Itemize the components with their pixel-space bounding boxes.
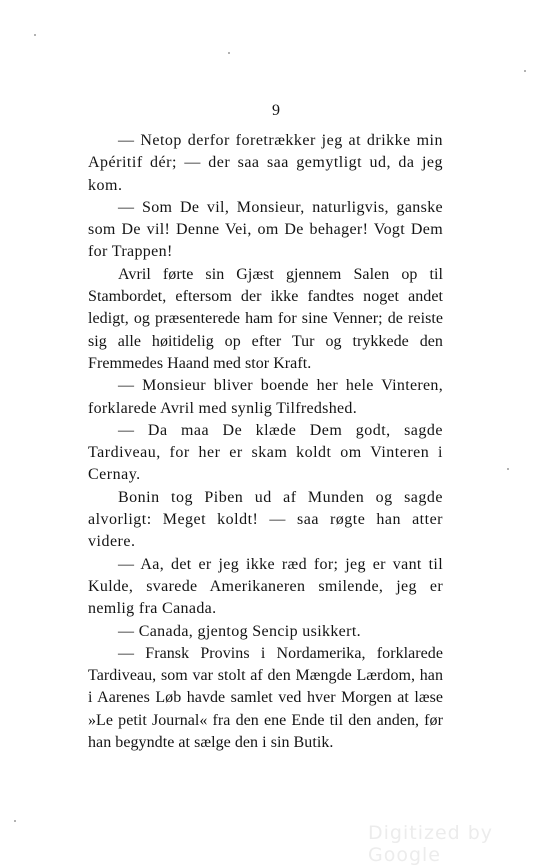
scan-speck [524,70,526,72]
scan-speck [228,52,230,54]
paragraph-9: — Fransk Provins i Nordamerika, forklarede Tardiveau, som var stolt af den Mængde Lærdom, han i Aarenes Løb havde samlet ved hver Morgen at læse »Le petit Journal« fra den ene Ende til den anden, før han begyndte at sælge den i sin Butik. [88,644,443,752]
paragraph-5: — Da maa De klæde Dem godt, sagde Tardiveau, for her er skam koldt om Vinteren i Cernay. [88,421,443,484]
scan-speck [14,820,16,822]
google-watermark: Digitized by Google [368,822,494,866]
paragraph-1: — Netop derfor foretrækker jeg at drikke min Apéritif dér; — der saa saa gemytligt ud, da jeg kom. [88,132,443,194]
paragraph-6: Bonin tog Piben ud af Munden og sagde alvorligt: Meget koldt! — saa røgte han atter videre. [88,488,443,551]
page-number: 9 [272,102,280,119]
paragraph-3: Avril førte sin Gjæst gjennem Salen op til Stambordet, eftersom der ikke fandtes noget andet ledigt, og præsenterede ham for sine Venner; de reiste sig alle høitidelig op efter Tur og trykkede den Fremmedes Haand med stor Kraft. [88,265,443,372]
paragraph-2: — Som De vil, Monsieur, naturligvis, ganske som De vil! Denne Vei, om De behager! Vogt Dem for Trappen! [88,198,443,261]
paragraph-7: — Aa, det er jeg ikke ræd for; jeg er vant til Kulde, svarede Amerikaneren smilende, jeg er nemlig fra Canada. [88,555,443,618]
scan-speck [34,34,36,36]
paragraph-8: — Canada, gjentog Sencip usikkert. [118,622,361,640]
paragraph-4: — Monsieur bliver boende her hele Vinteren, forklarede Avril med synlig Tilfredshed. [88,377,443,417]
scan-speck [507,468,509,470]
body-text [88,130,443,754]
